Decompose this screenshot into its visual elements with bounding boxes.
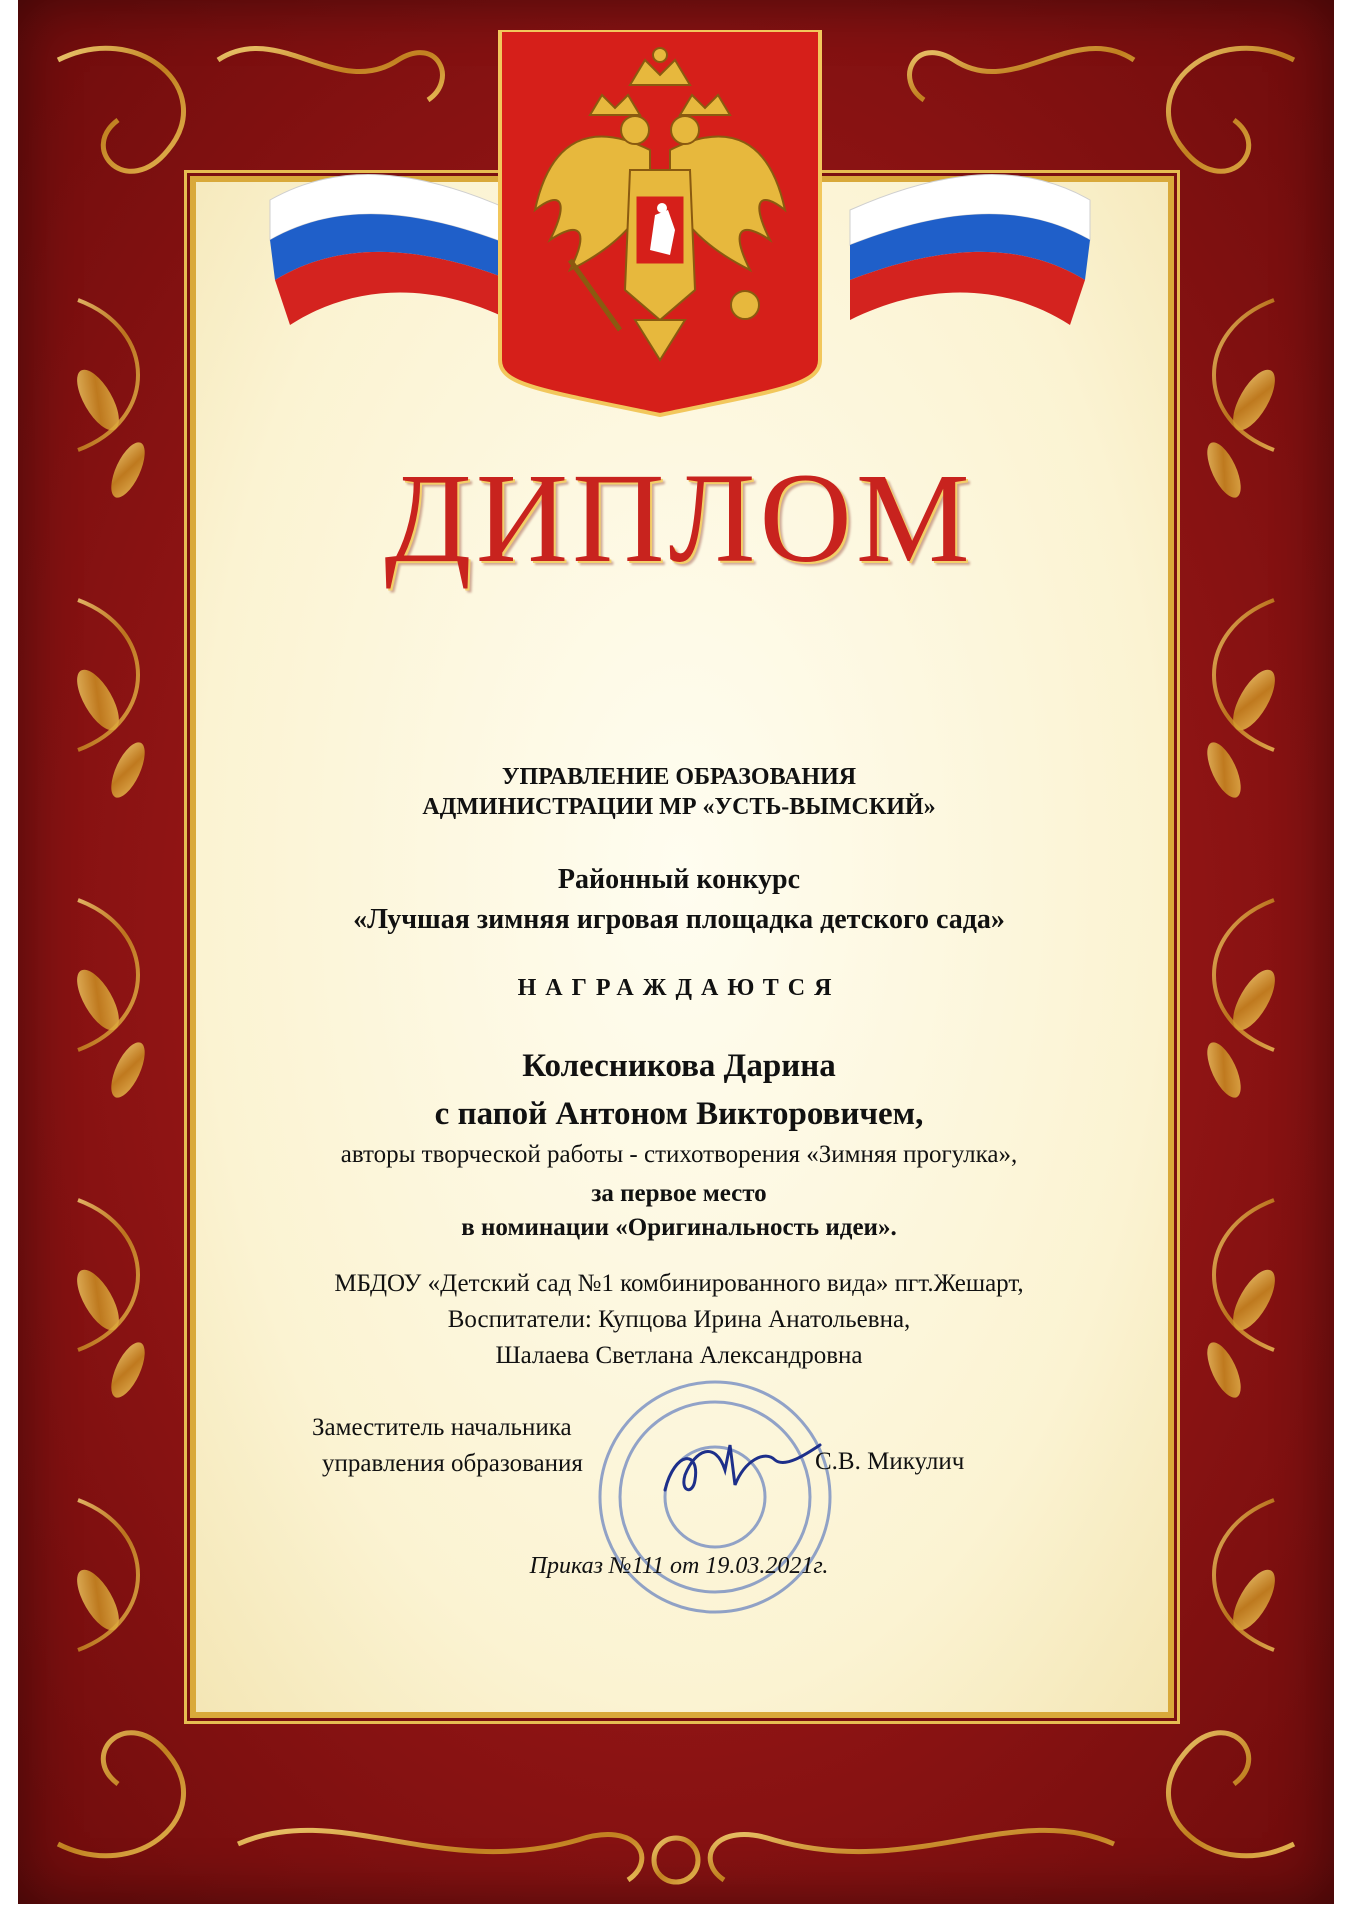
organization-line-1: УПРАВЛЕНИЕ ОБРАЗОВАНИЯ (501, 764, 857, 790)
signatory-title (312, 1410, 583, 1482)
signatory-title-line-1: Заместитель начальника (312, 1414, 572, 1441)
recipient-line-2: с папой Антоном Викторовичем, (434, 1096, 924, 1132)
institution-info (172, 1266, 1186, 1374)
organization-name (172, 762, 1186, 822)
contest-line-1: Районный конкурс (557, 864, 801, 895)
signatory-title-line-2: управления образования (322, 1450, 583, 1477)
signatory-name: С.В. Микулич (815, 1448, 965, 1475)
contest-line-2: «Лучшая зимняя игровая площадка детского сада» (353, 904, 1005, 935)
recipient-line-1: Колесникова Дарина (522, 1048, 836, 1084)
diploma-title: ДИПЛОМ (384, 447, 974, 589)
order-reference: Приказ №111 от 19.03.2021г. (529, 1553, 829, 1579)
institution-line-3: Шалаева Светлана Александровна (495, 1342, 863, 1369)
emblem-header (250, 30, 1110, 420)
institution-line-1: МБДОУ «Детский сад №1 комбинированного вида» пгт.Жешарт, (334, 1270, 1024, 1297)
organization-line-2: АДМИНИСТРАЦИИ МР «УСТЬ-ВЫМСКИЙ» (422, 794, 936, 820)
coat-of-arms-icon (500, 30, 820, 415)
work-description: авторы творческой работы - стихотворения «Зимняя прогулка», (340, 1141, 1018, 1168)
recipients (172, 1042, 1186, 1138)
award-place: за первое место (591, 1180, 767, 1207)
award-nomination: в номинации «Оригинальность идеи». (461, 1214, 897, 1241)
institution-line-2: Воспитатели: Купцова Ирина Анатольевна, (447, 1306, 911, 1333)
contest-title (172, 860, 1186, 940)
signature-icon (655, 1430, 825, 1510)
awarded-label: НАГРАЖДАЮТСЯ (517, 975, 841, 1001)
